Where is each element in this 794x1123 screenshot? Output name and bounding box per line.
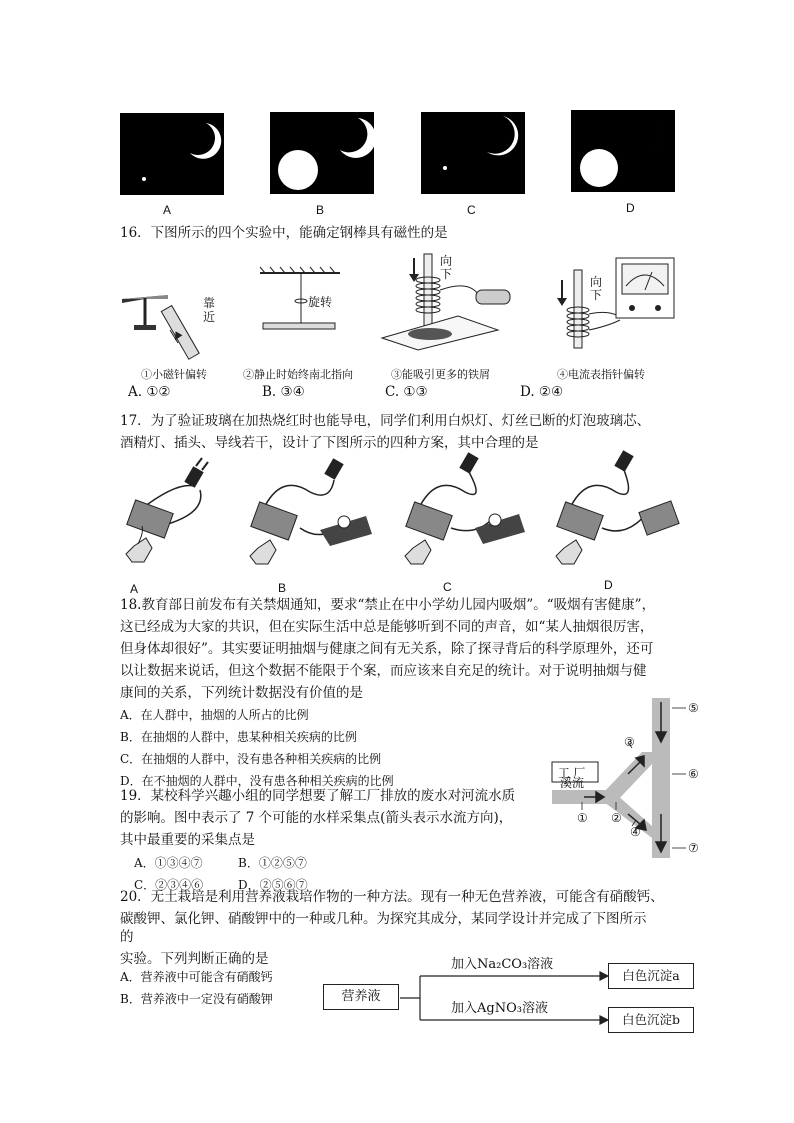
q16-label-down1: 向下 xyxy=(440,254,453,281)
q20-start-label: 营养液 xyxy=(341,989,381,1004)
q20-choice-a[interactable]: A．营养液中可能含有硝酸钙 xyxy=(120,970,273,984)
q17-figure-b xyxy=(240,452,380,582)
moon-image-d xyxy=(571,110,675,192)
q19-point-3: ③ xyxy=(624,735,635,749)
q20-line-2: 碳酸钾、氯化钾、硝酸钾中的一种或几种。为探究其成分，某同学设计并完成了下图所示 xyxy=(120,911,647,927)
q19-line-1: 19．某校科学兴趣小组的同学想要了解工厂排放的废水对河流水质 xyxy=(120,788,516,804)
q18-choice-c[interactable]: C．在抽烟的人群中，没有患各种相关疾病的比例 xyxy=(120,752,382,766)
q20-line-1: 20．无土栽培是利用营养液栽培作物的一种方法。现有一种无色营养液，可能含有硝酸钙、 xyxy=(120,889,664,905)
q20-result-1-label: 白色沉淀a xyxy=(622,968,680,983)
q20-box-start xyxy=(323,984,399,1010)
q19-factory-label: 工 厂 xyxy=(558,766,586,780)
q16-label-rotate: 旋转 xyxy=(308,295,333,309)
q19-choice-d[interactable]: D．②⑤⑥⑦ xyxy=(238,878,308,892)
q16-caption-3: ③能吸引更多的铁屑 xyxy=(391,368,490,381)
q16-figure-4 xyxy=(548,250,688,350)
q17-label-c: C xyxy=(443,580,452,594)
q18-choice-d[interactable]: D．在不抽烟的人群中，没有患各种相关疾病的比例 xyxy=(120,774,394,788)
q18-line-3: 但身体却很好”。其实要证明抽烟与健康之间有无关系，除了探寻背后的科学原理外，还可 xyxy=(120,641,654,657)
q19-choice-a[interactable]: A．①③④⑦ xyxy=(134,856,203,870)
q18-line-2: 这已经成为大家的共识，但在实际生活中总是能够听到不同的声音，如“某人抽烟很厉害， xyxy=(120,619,654,635)
q19-point-6: ⑥ xyxy=(688,767,699,781)
q18-line-1: 18.教育部日前发布有关禁烟通知，要求“禁止在中小学幼儿园内吸烟”。“吸烟有害健康”， xyxy=(120,597,656,613)
moon-image-b xyxy=(270,112,374,194)
q16-choice-c[interactable]: C. ①③ xyxy=(385,384,428,400)
q20-line-4: 实验。下列判断正确的是 xyxy=(120,951,269,967)
q19-point-4: ④ xyxy=(630,825,641,839)
moon-label-c: C xyxy=(467,203,476,217)
q17-line-1: 17．为了验证玻璃在加热烧红时也能导电，同学们利用白炽灯、灯丝已断的灯泡玻璃芯、 xyxy=(120,413,651,429)
q19-point-7: ⑦ xyxy=(688,841,699,855)
moon-label-a: A xyxy=(163,203,172,217)
q19-point-1: ① xyxy=(577,811,588,825)
q16-choice-d[interactable]: D. ②④ xyxy=(520,384,564,400)
q17-label-d: D xyxy=(604,578,613,592)
q16-caption-2: ②静止时始终南北指向 xyxy=(243,368,353,381)
q20-line-3: 的 xyxy=(120,929,134,945)
q16-caption-4: ④电流表指针偏转 xyxy=(557,368,645,381)
q17-line-2: 酒精灯、插头、导线若干，设计了下图所示的四种方案，其中合理的是 xyxy=(120,435,539,451)
moon-label-d: D xyxy=(626,201,635,215)
q17-figure-d xyxy=(546,452,686,582)
q20-box-result-1 xyxy=(608,963,694,989)
q20-result-2-label: 白色沉淀b xyxy=(621,1012,680,1027)
q19-point-2: ② xyxy=(611,811,622,825)
q16-label-down2: 向下 xyxy=(590,275,603,302)
moon-label-b: B xyxy=(316,203,325,217)
q16-caption-1: ①小磁针偏转 xyxy=(141,368,207,381)
q16-label-near: 靠近 xyxy=(203,296,216,324)
q20-choice-b[interactable]: B．营养液中一定没有硝酸钾 xyxy=(120,992,273,1006)
q18-line-4: 以让数据来说话，但这个数据不能限于个案，而应该来自充足的统计。对于说明抽烟与健 xyxy=(120,663,647,679)
q18-choice-b[interactable]: B．在抽烟的人群中，患某种相关疾病的比例 xyxy=(120,730,357,744)
q18-choice-a[interactable]: A．在人群中，抽烟的人所占的比例 xyxy=(120,708,309,722)
q19-line-3: 其中最重要的采集点是 xyxy=(120,832,255,848)
q20-box-result-2 xyxy=(608,1007,694,1033)
q17-label-b: B xyxy=(278,581,287,595)
q19-stream-label: 溪流 xyxy=(560,776,585,790)
q17-figure-c xyxy=(395,452,535,582)
moon-image-c xyxy=(421,112,525,194)
moon-image-a xyxy=(120,113,224,195)
q20-branch-2: 加入AgNO₃溶液 xyxy=(451,1001,548,1016)
q17-label-a: A xyxy=(130,582,139,596)
q16-choice-b[interactable]: B. ③④ xyxy=(262,384,305,400)
q18-line-5: 康间的关系，下列统计数据没有价值的是 xyxy=(120,685,363,701)
q19-point-5: ⑤ xyxy=(688,701,699,715)
q19-choice-c[interactable]: C．②③④⑥ xyxy=(134,878,204,892)
q16-choice-a[interactable]: A. ①② xyxy=(128,384,171,400)
q17-figure-a xyxy=(116,462,226,582)
q19-choice-b[interactable]: B．①②⑤⑦ xyxy=(238,856,307,870)
q20-branch-1: 加入Na₂CO₃溶液 xyxy=(451,957,554,972)
q16-stem: 16．下图所示的四个实验中，能确定钢棒具有磁性的是 xyxy=(120,225,448,241)
q19-line-2: 的影响。图中表示了 7 个可能的水样采集点(箭头表示水流方向)， xyxy=(120,810,513,826)
